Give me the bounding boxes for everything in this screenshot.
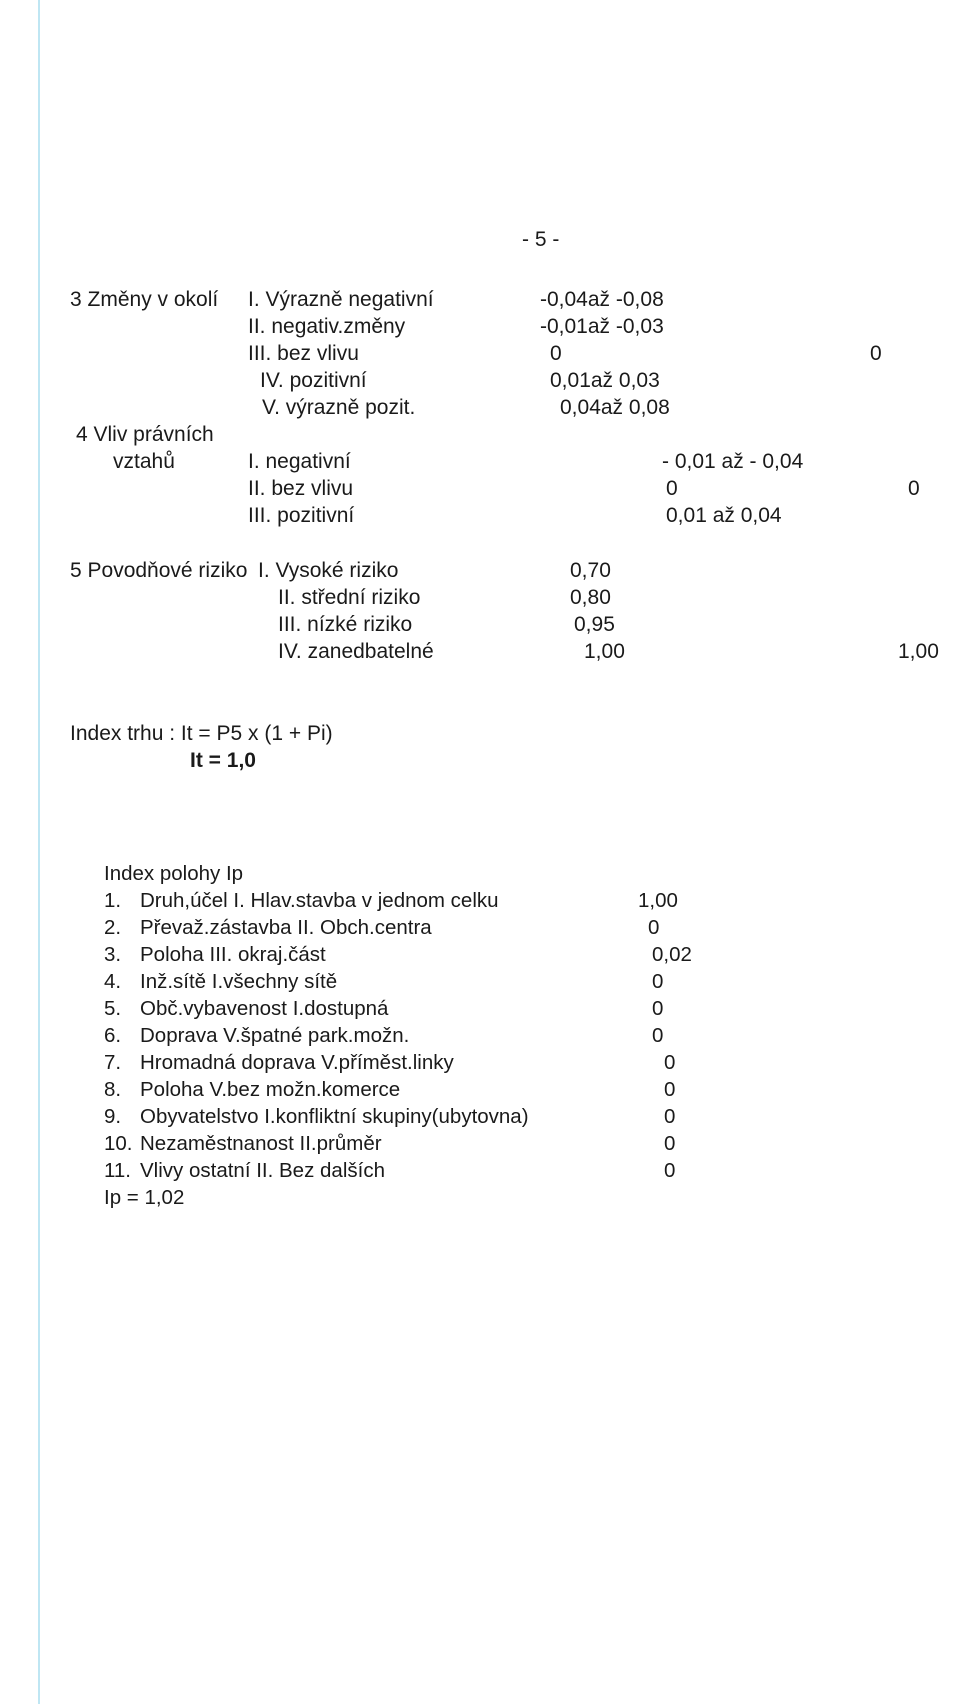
list-item-number: 11. [104,1159,131,1182]
list-item-number: 4. [104,970,122,993]
list-item-number: 10. [104,1132,133,1155]
section-title-continued: vztahů [113,450,175,473]
list-item-text: Druh,účel I. Hlav.stavba v jednom celku [140,889,499,912]
list-item-value: 0 [664,1105,676,1128]
option-value: -0,04až -0,08 [540,288,664,311]
list-item-value: 0 [664,1159,676,1182]
option-value: 0,01až 0,03 [550,369,660,392]
list-item-text: Inž.sítě I.všechny sítě [140,970,338,993]
list-item-number: 6. [104,1024,122,1047]
list-item-value: 0 [652,997,664,1020]
page-number: - 5 - [522,228,560,251]
option-value: 0,70 [570,559,611,582]
list-item-text: Poloha III. okraj.část [140,943,326,966]
list-item-value: 0 [664,1132,676,1155]
option-value: 1,00 [584,640,625,663]
option-label: III. pozitivní [248,504,355,527]
list-item-number: 7. [104,1051,122,1074]
list-item-text: Nezaměstnanost II.průměr [140,1132,382,1155]
list-item-number: 9. [104,1105,122,1128]
margin-line [38,0,40,1704]
list-item-value: 0 [664,1078,676,1101]
option-label: III. nízké riziko [278,613,413,636]
list-item-number: 2. [104,916,122,939]
list-item-value: 0,02 [652,943,692,966]
option-value: 0,01 až 0,04 [666,504,782,527]
list-item-number: 5. [104,997,122,1020]
list-item-text: Obč.vybavenost I.dostupná [140,997,389,1020]
list-item-value: 0 [652,1024,664,1047]
option-label: III. bez vlivu [248,342,359,365]
option-value: - 0,01 až - 0,04 [662,450,804,473]
list-item-text: Poloha V.bez možn.komerce [140,1078,401,1101]
list-item-value: 0 [652,970,664,993]
option-label: II. negativ.změny [248,315,406,338]
option-value: 0 [550,342,562,365]
index-trhu-formula: Index trhu : It = P5 x (1 + Pi) [70,722,333,745]
list-item-text: Vlivy ostatní II. Bez dalších [140,1159,385,1182]
list-item-text: Doprava V.špatné park.možn. [140,1024,410,1047]
list-item-number: 1. [104,889,122,912]
section-title: 4 Vliv právních [76,423,214,446]
option-label: V. výrazně pozit. [262,396,416,419]
option-value: -0,01až -0,03 [540,315,664,338]
option-value: 0 [666,477,678,500]
list-item-text: Obyvatelstvo I.konfliktní skupiny(ubytovna) [140,1105,529,1128]
selected-result: 0 [908,477,920,500]
list-item-text: Převaž.zástavba II. Obch.centra [140,916,432,939]
option-label: I. negativní [248,450,351,473]
index-polohy-result: Ip = 1,02 [104,1186,185,1209]
option-label: IV. pozitivní [260,369,367,392]
option-value: 0,04až 0,08 [560,396,670,419]
option-label: II. bez vlivu [248,477,354,500]
list-item-number: 8. [104,1078,122,1101]
list-item-value: 0 [648,916,660,939]
option-label: IV. zanedbatelné [278,640,434,663]
index-trhu-result: It = 1,0 [190,749,256,772]
option-label: I. Vysoké riziko [258,559,399,582]
option-label: I. Výrazně negativní [248,288,434,311]
option-value: 0,95 [574,613,615,636]
list-item-text: Hromadná doprava V.příměst.linky [140,1051,454,1074]
option-label: II. střední riziko [278,586,421,609]
list-item-number: 3. [104,943,122,966]
list-item-value: 1,00 [638,889,678,912]
index-polohy-title: Index polohy Ip [104,862,244,885]
selected-result: 0 [870,342,882,365]
section-title: 3 Změny v okolí [70,288,219,311]
section-title: 5 Povodňové riziko [70,559,248,582]
selected-result: 1,00 [898,640,939,663]
list-item-value: 0 [664,1051,676,1074]
option-value: 0,80 [570,586,611,609]
